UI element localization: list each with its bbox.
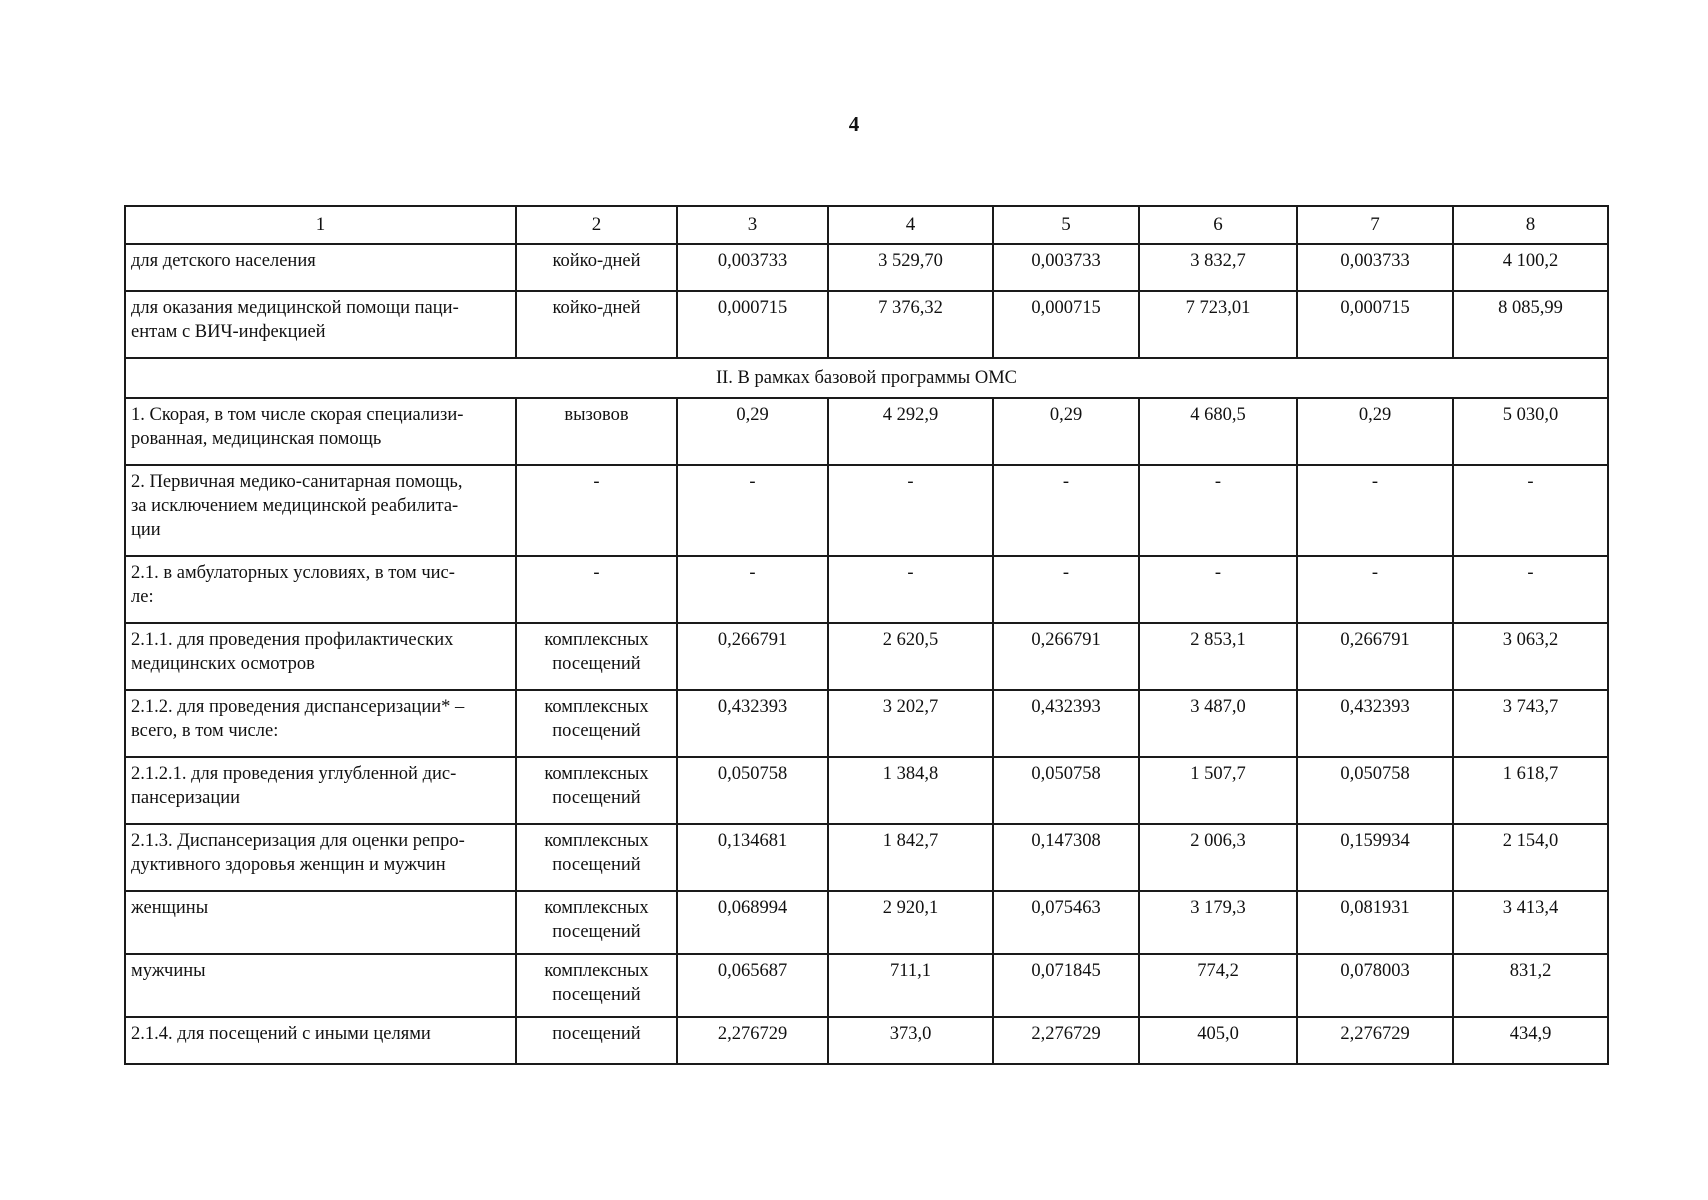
value-cell: - bbox=[1453, 465, 1608, 556]
value-cell: 0,003733 bbox=[1297, 244, 1453, 291]
value-cell: 0,000715 bbox=[993, 291, 1139, 358]
indicator-name: 1. Скорая, в том числе скорая специализи- рованная, медицинская помощь bbox=[125, 398, 516, 465]
value-cell: 831,2 bbox=[1453, 954, 1608, 1017]
value-cell: 1 507,7 bbox=[1139, 757, 1297, 824]
unit-of-measure: койко-дней bbox=[516, 291, 677, 358]
value-cell: - bbox=[993, 556, 1139, 623]
column-number: 2 bbox=[516, 206, 677, 244]
column-number: 8 bbox=[1453, 206, 1608, 244]
unit-of-measure: - bbox=[516, 556, 677, 623]
table-row bbox=[125, 690, 1608, 757]
column-number: 6 bbox=[1139, 206, 1297, 244]
value-cell: 0,29 bbox=[677, 398, 828, 465]
value-cell: 0,071845 bbox=[993, 954, 1139, 1017]
indicator-name: 2.1. в амбулаторных условиях, в том чис- ле: bbox=[125, 556, 516, 623]
value-cell: 373,0 bbox=[828, 1017, 993, 1064]
value-cell: 0,266791 bbox=[1297, 623, 1453, 690]
value-cell: - bbox=[828, 465, 993, 556]
table-row bbox=[125, 465, 1608, 556]
column-number-row bbox=[125, 206, 1608, 244]
table-row bbox=[125, 556, 1608, 623]
value-cell: 0,065687 bbox=[677, 954, 828, 1017]
table-row bbox=[125, 244, 1608, 291]
table-row bbox=[125, 757, 1608, 824]
table-row bbox=[125, 954, 1608, 1017]
indicator-name: 2.1.2.1. для проведения углубленной дис- пансеризации bbox=[125, 757, 516, 824]
indicator-name: мужчины bbox=[125, 954, 516, 1017]
indicator-name: 2. Первичная медико-санитарная помощь, за исключением медицинской реабилита- ции bbox=[125, 465, 516, 556]
value-cell: 0,050758 bbox=[1297, 757, 1453, 824]
column-number: 5 bbox=[993, 206, 1139, 244]
table-row bbox=[125, 824, 1608, 891]
page-number: 4 bbox=[848, 112, 860, 136]
unit-of-measure: комплексных посещений bbox=[516, 891, 677, 954]
value-cell: - bbox=[677, 556, 828, 623]
unit-of-measure: комплексных посещений bbox=[516, 824, 677, 891]
value-cell: 2,276729 bbox=[993, 1017, 1139, 1064]
value-cell: - bbox=[1297, 465, 1453, 556]
value-cell: - bbox=[828, 556, 993, 623]
indicator-name: 2.1.3. Диспансеризация для оценки репро- дуктивного здоровья женщин и мужчин bbox=[125, 824, 516, 891]
value-cell: 3 529,70 bbox=[828, 244, 993, 291]
value-cell: 0,050758 bbox=[677, 757, 828, 824]
indicator-name: 2.1.2. для проведения диспансеризации* – всего, в том числе: bbox=[125, 690, 516, 757]
indicator-name: 2.1.1. для проведения профилактических медицинских осмотров bbox=[125, 623, 516, 690]
value-cell: 1 842,7 bbox=[828, 824, 993, 891]
unit-of-measure: комплексных посещений bbox=[516, 623, 677, 690]
value-cell: 2 620,5 bbox=[828, 623, 993, 690]
value-cell: 3 413,4 bbox=[1453, 891, 1608, 954]
column-number: 7 bbox=[1297, 206, 1453, 244]
value-cell: 5 030,0 bbox=[1453, 398, 1608, 465]
table-row bbox=[125, 398, 1608, 465]
value-cell: 0,081931 bbox=[1297, 891, 1453, 954]
value-cell: - bbox=[1139, 556, 1297, 623]
value-cell: 3 832,7 bbox=[1139, 244, 1297, 291]
indicator-name: для оказания медицинской помощи паци- ентам с ВИЧ-инфекцией bbox=[125, 291, 516, 358]
indicator-name: для детского населения bbox=[125, 244, 516, 291]
unit-of-measure: - bbox=[516, 465, 677, 556]
value-cell: 0,003733 bbox=[677, 244, 828, 291]
value-cell: 7 723,01 bbox=[1139, 291, 1297, 358]
column-number: 4 bbox=[828, 206, 993, 244]
value-cell: 0,432393 bbox=[1297, 690, 1453, 757]
value-cell: 0,266791 bbox=[993, 623, 1139, 690]
value-cell: 3 179,3 bbox=[1139, 891, 1297, 954]
value-cell: 4 292,9 bbox=[828, 398, 993, 465]
value-cell: 434,9 bbox=[1453, 1017, 1608, 1064]
value-cell: - bbox=[1453, 556, 1608, 623]
value-cell: 0,432393 bbox=[993, 690, 1139, 757]
value-cell: 0,159934 bbox=[1297, 824, 1453, 891]
table-row bbox=[125, 291, 1608, 358]
value-cell: 0,134681 bbox=[677, 824, 828, 891]
indicator-name: женщины bbox=[125, 891, 516, 954]
value-cell: - bbox=[993, 465, 1139, 556]
unit-of-measure: посещений bbox=[516, 1017, 677, 1064]
table-body bbox=[125, 206, 1608, 1064]
value-cell: 2 154,0 bbox=[1453, 824, 1608, 891]
unit-of-measure: вызовов bbox=[516, 398, 677, 465]
value-cell: 2 920,1 bbox=[828, 891, 993, 954]
value-cell: 711,1 bbox=[828, 954, 993, 1017]
section-heading: II. В рамках базовой программы ОМС bbox=[125, 358, 1608, 398]
table-row bbox=[125, 891, 1608, 954]
value-cell: 0,29 bbox=[1297, 398, 1453, 465]
value-cell: 405,0 bbox=[1139, 1017, 1297, 1064]
value-cell: 0,078003 bbox=[1297, 954, 1453, 1017]
value-cell: 7 376,32 bbox=[828, 291, 993, 358]
value-cell: 0,29 bbox=[993, 398, 1139, 465]
indicator-name: 2.1.4. для посещений с иными целями bbox=[125, 1017, 516, 1064]
value-cell: 2 006,3 bbox=[1139, 824, 1297, 891]
column-number: 1 bbox=[125, 206, 516, 244]
value-cell: 1 384,8 bbox=[828, 757, 993, 824]
value-cell: 0,266791 bbox=[677, 623, 828, 690]
value-cell: 0,075463 bbox=[993, 891, 1139, 954]
unit-of-measure: койко-дней bbox=[516, 244, 677, 291]
column-number: 3 bbox=[677, 206, 828, 244]
value-cell: 1 618,7 bbox=[1453, 757, 1608, 824]
value-cell: - bbox=[1139, 465, 1297, 556]
value-cell: 0,147308 bbox=[993, 824, 1139, 891]
value-cell: 4 100,2 bbox=[1453, 244, 1608, 291]
value-cell: 4 680,5 bbox=[1139, 398, 1297, 465]
value-cell: 8 085,99 bbox=[1453, 291, 1608, 358]
value-cell: 0,000715 bbox=[677, 291, 828, 358]
value-cell: 3 202,7 bbox=[828, 690, 993, 757]
value-cell: - bbox=[677, 465, 828, 556]
value-cell: 2,276729 bbox=[677, 1017, 828, 1064]
unit-of-measure: комплексных посещений bbox=[516, 954, 677, 1017]
unit-of-measure: комплексных посещений bbox=[516, 757, 677, 824]
value-cell: 0,050758 bbox=[993, 757, 1139, 824]
value-cell: 2 853,1 bbox=[1139, 623, 1297, 690]
table-row bbox=[125, 623, 1608, 690]
volume-cost-table bbox=[124, 205, 1609, 1065]
value-cell: 3 063,2 bbox=[1453, 623, 1608, 690]
value-cell: 2,276729 bbox=[1297, 1017, 1453, 1064]
value-cell: 3 743,7 bbox=[1453, 690, 1608, 757]
value-cell: 0,068994 bbox=[677, 891, 828, 954]
unit-of-measure: комплексных посещений bbox=[516, 690, 677, 757]
value-cell: 0,432393 bbox=[677, 690, 828, 757]
value-cell: - bbox=[1297, 556, 1453, 623]
value-cell: 774,2 bbox=[1139, 954, 1297, 1017]
section-heading-row bbox=[125, 358, 1608, 398]
table-row bbox=[125, 1017, 1608, 1064]
value-cell: 3 487,0 bbox=[1139, 690, 1297, 757]
value-cell: 0,000715 bbox=[1297, 291, 1453, 358]
value-cell: 0,003733 bbox=[993, 244, 1139, 291]
